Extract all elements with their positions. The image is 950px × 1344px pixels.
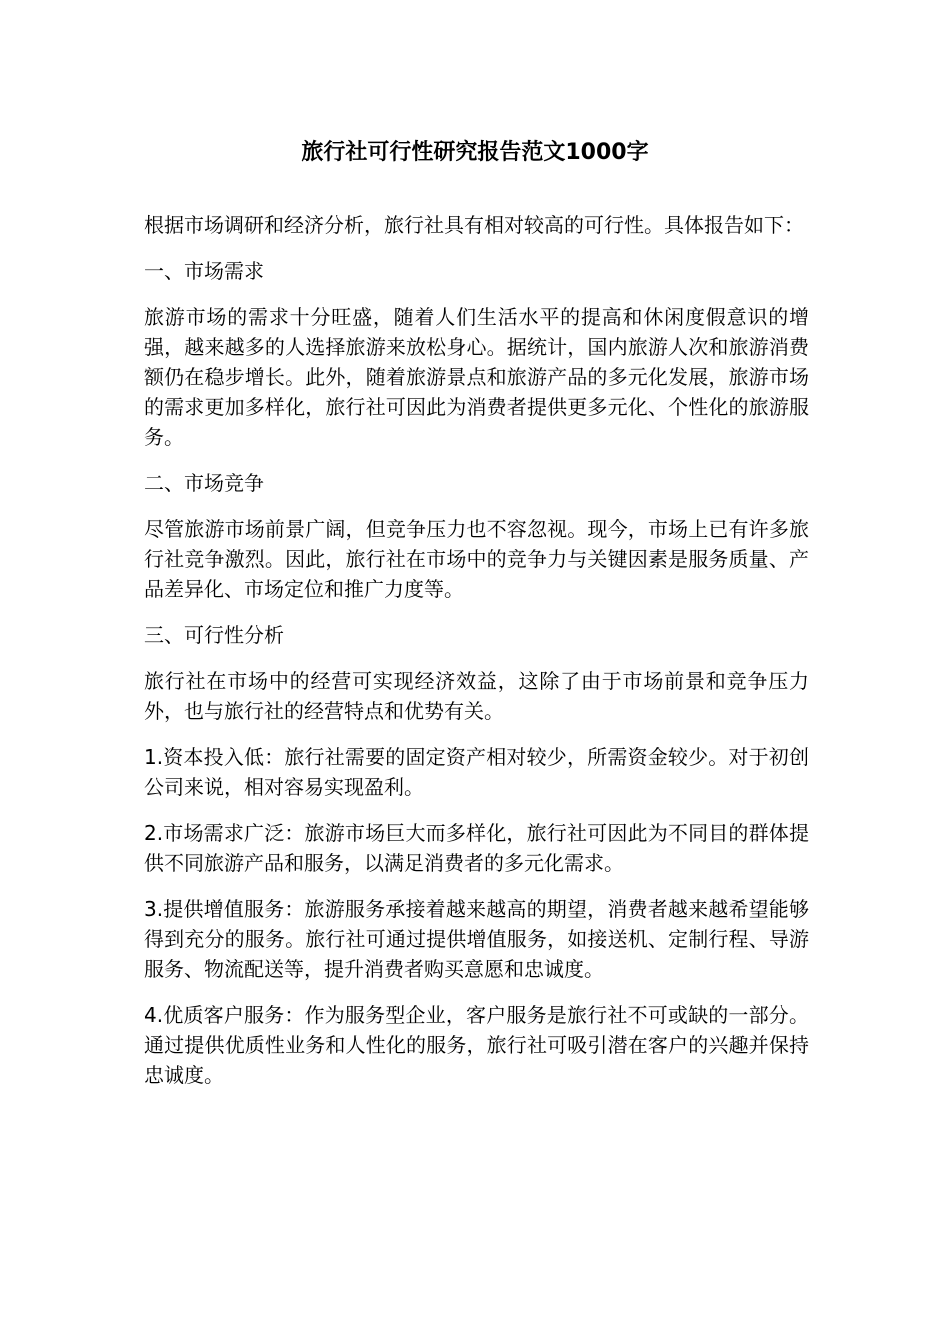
list-item-quality-customer-service: 4.优质客户服务：作为服务型企业，客户服务是旅行社不可或缺的一部分。通过提供优质性业务和人性化的服务，旅行社可吸引潜在客户的兴趣并保持忠诚度。 [144, 1003, 809, 1087]
feasibility-intro-paragraph: 旅行社在市场中的经营可实现经济效益，这除了由于市场前景和竞争压力外，也与旅行社的经营特点和优势有关。 [144, 669, 809, 723]
section-heading-market-competition: 二、市场竞争 [144, 471, 264, 495]
intro-paragraph: 根据市场调研和经济分析，旅行社具有相对较高的可行性。具体报告如下： [144, 213, 804, 237]
section-heading-feasibility-analysis: 三、可行性分析 [144, 623, 284, 647]
market-competition-paragraph: 尽管旅游市场前景广阔，但竞争压力也不容忽视。现今，市场上已有许多旅行社竞争激烈。因此，旅行社在市场中的竞争力与关键因素是服务质量、产品差异化、市场定位和推广力度等。 [144, 517, 809, 601]
section-heading-market-demand: 一、市场需求 [144, 259, 264, 283]
document-body [144, 210, 809, 1106]
list-item-low-capital: 1.资本投入低：旅行社需要的固定资产相对较少，所需资金较少。对于初创公司来说，相对容易实现盈利。 [144, 745, 809, 799]
list-item-value-added-services: 3.提供增值服务：旅游服务承接着越来越高的期望，消费者越来越希望能够得到充分的服务。旅行社可通过提供增值服务，如接送机、定制行程、导游服务、物流配送等，提升消费者购买意愿和忠诚度。 [144, 897, 809, 981]
list-item-broad-demand: 2.市场需求广泛：旅游市场巨大而多样化，旅行社可因此为不同目的群体提供不同旅游产品和服务，以满足消费者的多元化需求。 [144, 821, 809, 875]
document-title: 旅行社可行性研究报告范文1000字 [301, 140, 649, 165]
market-demand-paragraph: 旅游市场的需求十分旺盛，随着人们生活水平的提高和休闲度假意识的增强，越来越多的人选择旅游来放松身心。据统计，国内旅游人次和旅游消费额仍在稳步增长。此外，随着旅游景点和旅游产品的多元化发展，旅游市场的需求更加多样化，旅行社可因此为消费者提供更多元化、个性化的旅游服务。 [144, 305, 809, 449]
